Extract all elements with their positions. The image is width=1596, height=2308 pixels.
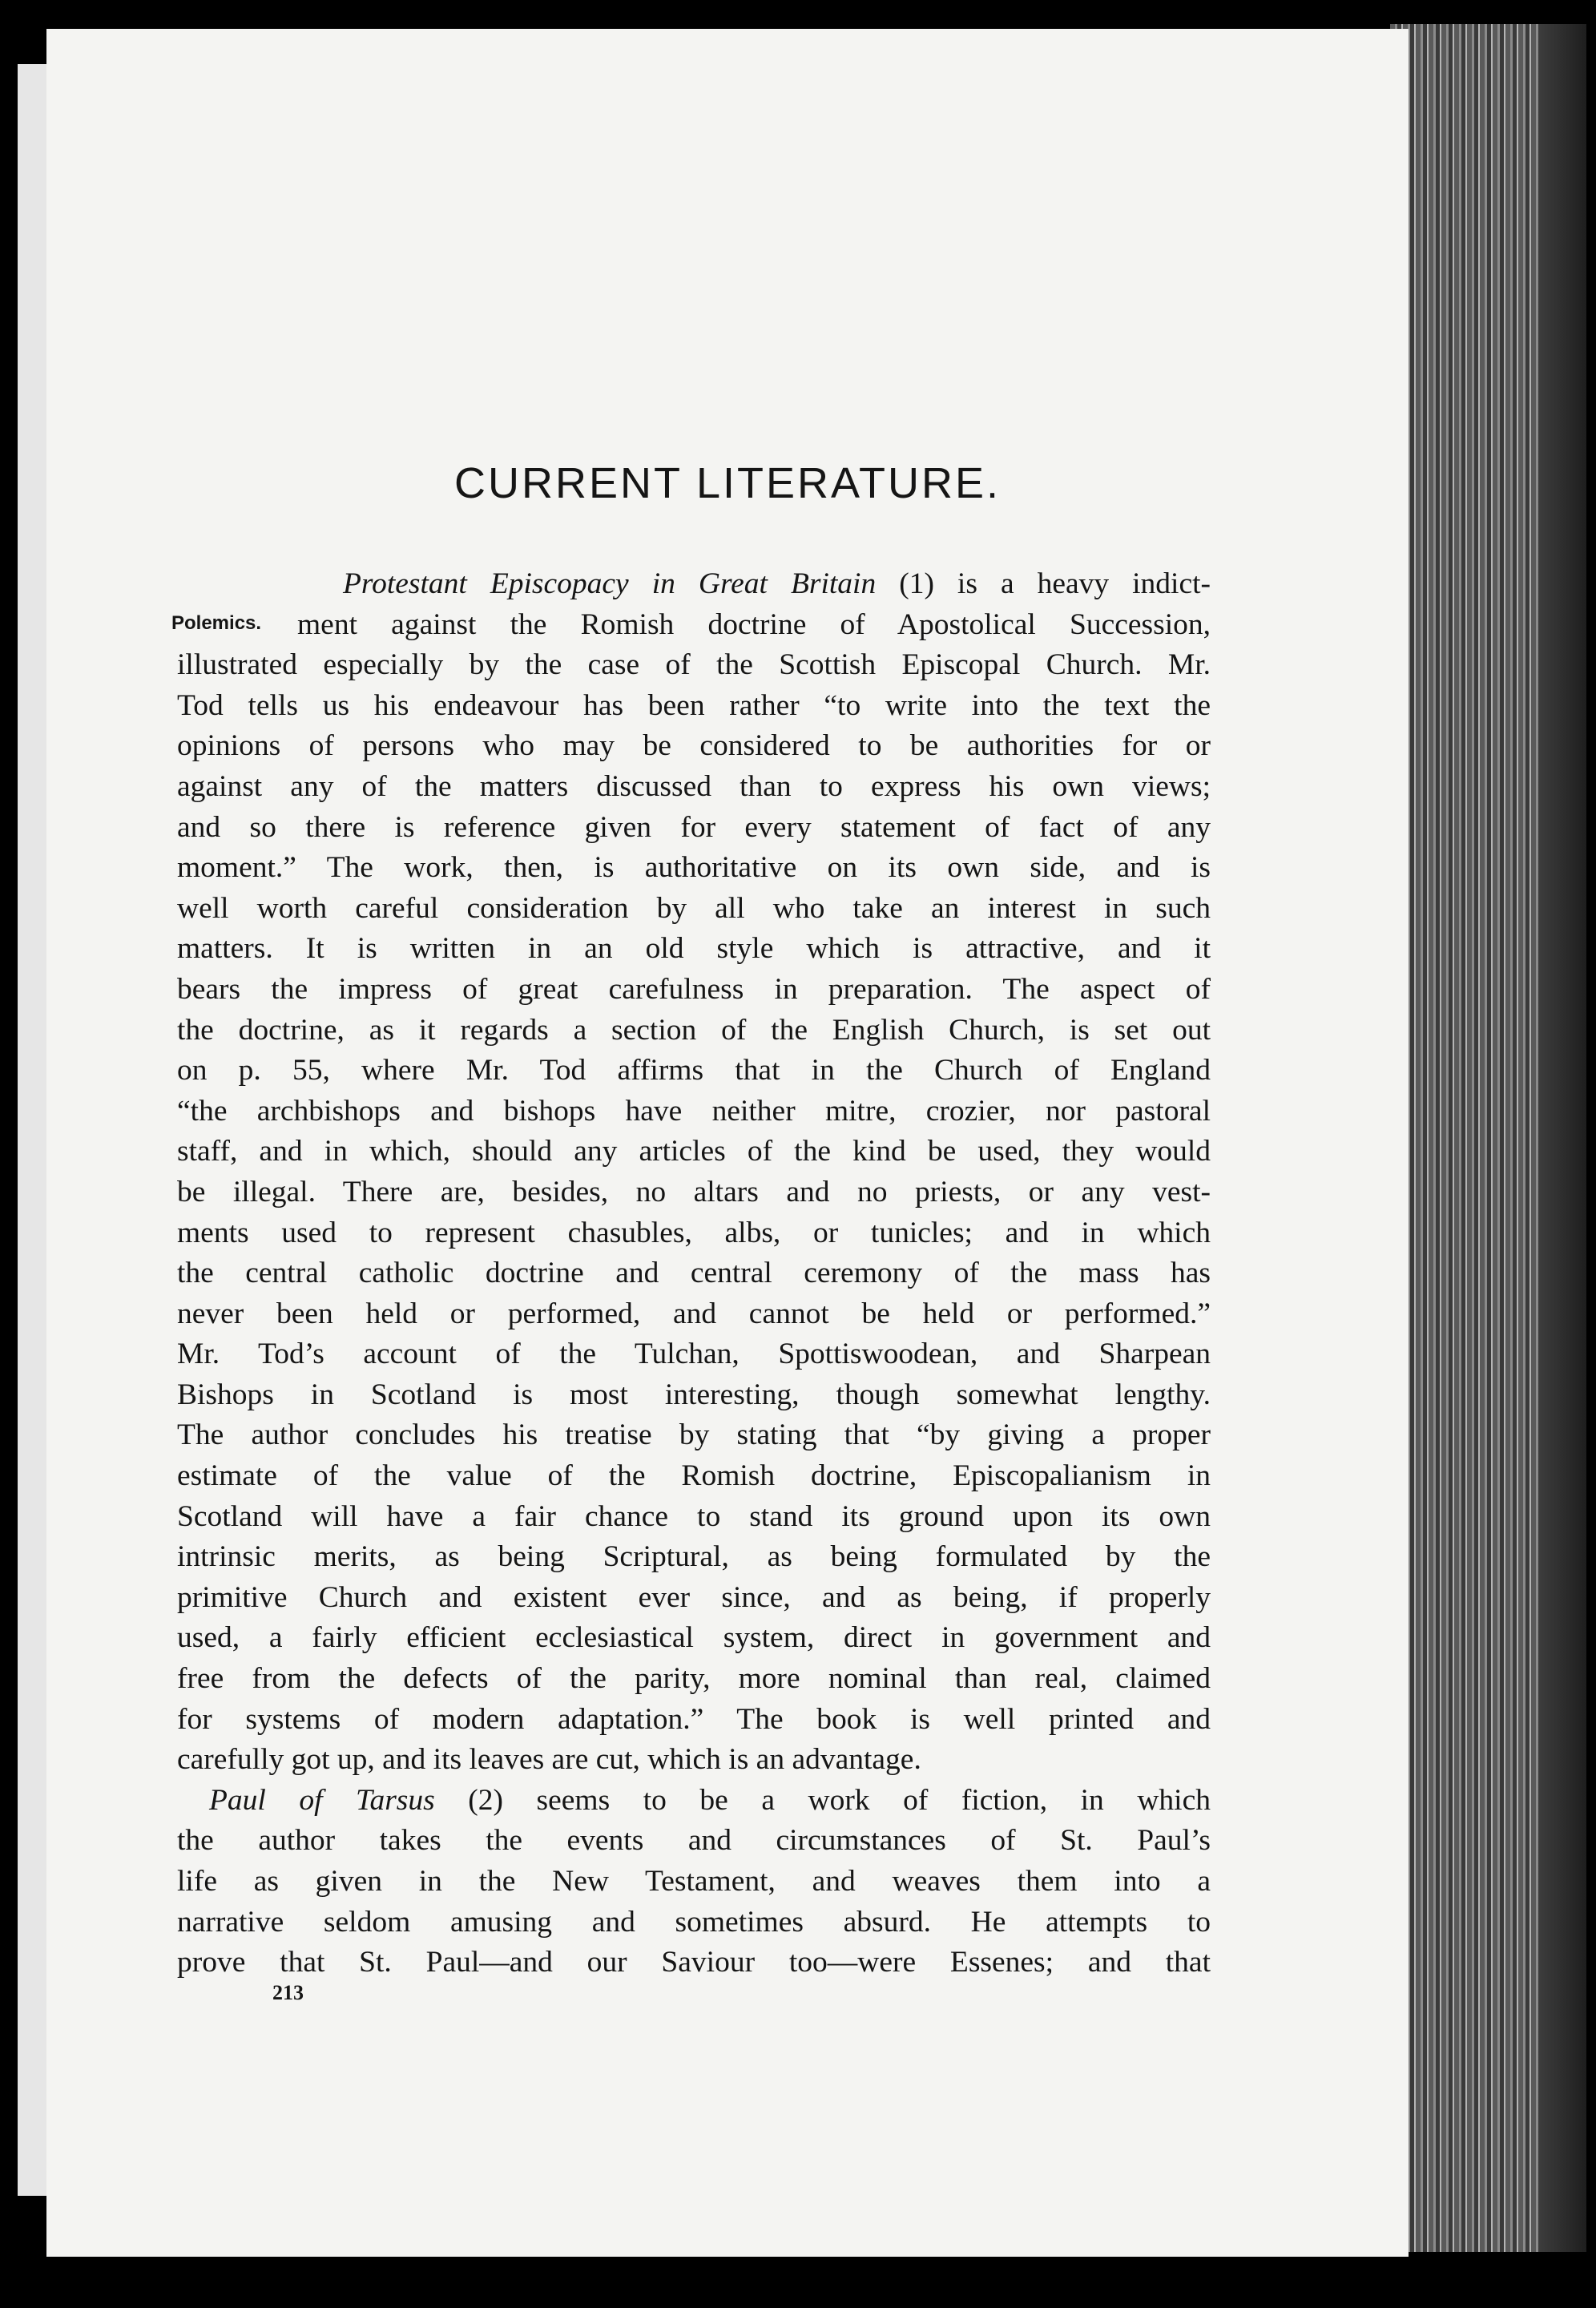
text-line: moment.” The work, then, is authoritative on its own side, and is bbox=[177, 851, 1211, 885]
text-line-rest: (2) seems to be a work of fiction, in which bbox=[434, 1783, 1211, 1817]
book-title-1: Protestant Episcopacy in Great Britain bbox=[343, 567, 877, 600]
text-line: the author takes the events and circumstances of St. Paul’s bbox=[177, 1824, 1211, 1858]
text-line: free from the defects of the parity, more nominal than real, claimed bbox=[177, 1662, 1211, 1696]
text-line: carefully got up, and its leaves are cut, which is an advantage. bbox=[177, 1743, 921, 1777]
text-line: for systems of modern adaptation.” The book is well printed and bbox=[177, 1702, 1211, 1736]
book-title-2: Paul of Tarsus bbox=[209, 1783, 435, 1817]
text-line: Mr. Tod’s account of the Tulchan, Spottiswoodean, and Sharpean bbox=[177, 1338, 1211, 1371]
text-line: prove that St. Paul—and our Saviour too—were Essenes; and that bbox=[177, 1946, 1211, 1979]
text-line: ments used to represent chasubles, albs, or tunicles; and in which bbox=[177, 1216, 1211, 1249]
book-page bbox=[46, 29, 1409, 2257]
text-line: be illegal. There are, besides, no altars and no priests, or any vest- bbox=[177, 1175, 1211, 1208]
text-line: estimate of the value of the Romish doctrine, Episcopalianism in bbox=[177, 1459, 1211, 1493]
text-line: the doctrine, as it regards a section of the English Church, is set out bbox=[177, 1013, 1211, 1047]
text-line: opinions of persons who may be considered to be authorities for or bbox=[177, 729, 1211, 763]
text-line: never been held or performed, and cannot be held or performed.” bbox=[177, 1297, 1211, 1330]
side-label-polemics: Polemics. bbox=[171, 612, 262, 634]
text-line: staff, and in which, should any articles of the kind be used, they would bbox=[177, 1135, 1211, 1168]
text-line: ment against the Romish doctrine of Apostolical Succession, bbox=[297, 607, 1211, 641]
page-number: 213 bbox=[272, 1981, 304, 2004]
text-line: on p. 55, where Mr. Tod affirms that in the Church of England bbox=[177, 1054, 1211, 1087]
page-heading: CURRENT LITERATURE. bbox=[453, 459, 1002, 507]
text-line: Scotland will have a fair chance to stand its ground upon its own bbox=[177, 1499, 1211, 1533]
text-line: against any of the matters discussed than to express his own views; bbox=[177, 769, 1211, 803]
text-line: The author concludes his treatise by stating that “by giving a proper bbox=[177, 1418, 1211, 1452]
text-line: used, a fairly efficient ecclesiastical system, direct in government and bbox=[177, 1621, 1211, 1655]
text-line bbox=[177, 564, 1211, 605]
text-line bbox=[177, 1781, 1211, 1822]
text-line: intrinsic merits, as being Scriptural, as being formulated by the bbox=[177, 1540, 1211, 1574]
text-line: well worth careful consideration by all who take an interest in such bbox=[177, 891, 1211, 925]
text-line: matters. It is written in an old style which is attractive, and it bbox=[177, 932, 1211, 966]
body-text bbox=[177, 564, 1211, 1983]
book-page-edges bbox=[1390, 24, 1586, 2252]
text-line: bears the impress of great carefulness in preparation. The aspect of bbox=[177, 972, 1211, 1006]
text-line-rest: (1) is a heavy indict- bbox=[876, 567, 1211, 600]
text-line: and so there is reference given for every statement of fact of any bbox=[177, 810, 1211, 844]
text-line: Bishops in Scotland is most interesting, though somewhat lengthy. bbox=[177, 1378, 1211, 1411]
text-line: the central catholic doctrine and central ceremony of the mass has bbox=[177, 1257, 1211, 1290]
left-page-edge bbox=[18, 64, 46, 2196]
text-line: illustrated especially by the case of the Scottish Episcopal Church. Mr. bbox=[177, 648, 1211, 682]
text-line: Tod tells us his endeavour has been rather “to write into the text the bbox=[177, 688, 1211, 722]
text-line: “the archbishops and bishops have neither mitre, crozier, nor pastoral bbox=[177, 1094, 1211, 1128]
text-line: narrative seldom amusing and sometimes absurd. He attempts to bbox=[177, 1905, 1211, 1939]
text-line: life as given in the New Testament, and weaves them into a bbox=[177, 1865, 1211, 1898]
text-line: primitive Church and existent ever since, and as being, if properly bbox=[177, 1580, 1211, 1614]
